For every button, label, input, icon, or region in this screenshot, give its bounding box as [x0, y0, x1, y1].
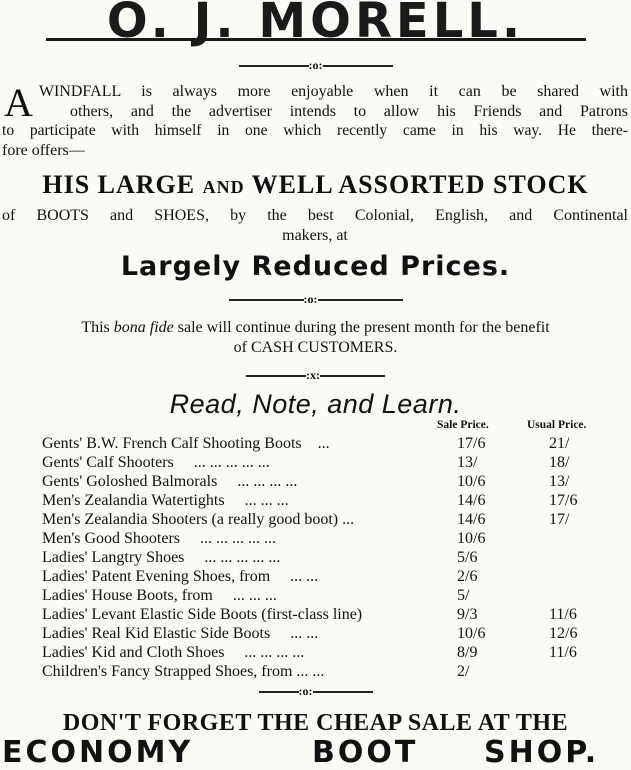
list-item: Ladies' Patent Evening Shoes, from ... ... 2/6 [42, 568, 478, 585]
list-item: Ladies' Real Kid Elastic Side Boots ... ... 10/6 12/6 [42, 625, 578, 642]
divider-1: :o: [0, 58, 631, 72]
advertisement-page: O. J. MORELL. :o: A WINDFALL is always more enjoyable when it can be shared with others, and the advertiser intends to allow his Friends and Patrons to participate with himself in one which recently came in his way. He there- fore offers— HIS LARGE AND WELL ASSORTED STOCK of BOOTS and SHOES, by the best Colonial, English, and Continental makers, at Largely Reduced Prices. :o: This bona fide sale will continue during the present month for the benefit of CASH CUSTOMERS. :x: Read, Note, and Learn. Sale Price. Usual Price. Gents' B.W. French Calf Shooting Boots ... 17/6 21/ Gents' Calf Shooters ... ... ... ... ... 13/ 18/ Gents' Goloshed Balmorals ... ... ... ... 10/6 13/ Men's Zealandia Watertights ... ... ... 14/6 17/6 Men's Zealandia Shooters (a really good boot) ... 14/6 17/ Men's Good Shooters ... ... ... ... ... 10/6 Ladies' Langtry Shoes ... ... ... ... ... 5/6 Ladies' Patent Evening Shoes, from ... ... 2/6 Ladies' House Boots, from ... ... ... 5/ Ladies' Levant Elastic Side Boots (first-class line) 9/3 11/6 Ladies' Real Kid Elastic Side Boots ... ... 10/6 12/6 Ladies' Kid and Cloth Shoes ... ... ... ... 8/9 11/6 Children's Fancy Strapped Shoes, from ... ... 2/ :o: DON'T FORGET THE CHEAP SALE AT THE ECONOMY BOOT SHOP. [0, 0, 631, 765]
intro-paragraph [2, 82, 628, 160]
stock-heading: HIS LARGE AND WELL ASSORTED STOCK [42, 170, 589, 199]
divider-2: :o: [0, 292, 631, 306]
title-text: O. J. MORELL. [106, 0, 525, 49]
list-item: Ladies' House Boots, from ... ... ... 5/ [42, 587, 470, 604]
list-item: Ladies' Langtry Shoes ... ... ... ... ... 5/6 [42, 549, 478, 566]
list-item: Men's Good Shooters ... ... ... ... ... 10/6 [42, 530, 486, 547]
list-item: Gents' Calf Shooters ... ... ... ... ... 13/ 18/ [42, 454, 570, 471]
list-item: Ladies' Levant Elastic Side Boots (first-class line) 9/3 11/6 [42, 606, 577, 623]
list-item: Gents' B.W. French Calf Shooting Boots ... 17/6 21/ [42, 435, 570, 452]
reduced-prices-banner: Largely Reduced Prices. [120, 251, 511, 282]
list-item: Men's Zealandia Watertights ... ... ... 14/6 17/6 [42, 492, 578, 509]
list-item: Children's Fancy Strapped Shoes, from ... ... 2/ [42, 663, 470, 680]
list-item: Men's Zealandia Shooters (a really good boot) ... 14/6 17/ [42, 511, 570, 528]
intro-line-4: fore offers— [2, 141, 85, 159]
price-list-heading: Read, Note, and Learn. [169, 389, 462, 419]
footer-reminder: DON'T FORGET THE CHEAP SALE AT THE [62, 710, 569, 736]
intro-line-1: WINDFALL is always more enjoyable when it can be shared with [38, 83, 628, 100]
list-item: Ladies' Kid and Cloth Shoes ... ... ... ... 8/9 11/6 [42, 644, 577, 661]
divider-3: :x: [0, 368, 631, 382]
intro-line-3: to participate with himself in one which recently came in his way. He there- [2, 122, 628, 139]
sale-notice: This bona fide sale will continue during the present month for the benefit of CASH CUSTOMERS. [81, 319, 550, 356]
stock-description: of BOOTS and SHOES, by the best Colonial, English, and Continental makers, at [2, 207, 628, 244]
list-item: Gents' Goloshed Balmorals ... ... ... ... 10/6 13/ [42, 473, 570, 490]
page-title [0, 0, 631, 49]
intro-line-2: others, and the advertiser intends to allow his Friends and Patrons [70, 102, 628, 120]
divider-4: :o: [0, 684, 631, 698]
drop-cap: A [4, 80, 33, 125]
usual-price-header: Usual Price. [527, 419, 587, 431]
sale-price-header: Sale Price. [437, 419, 489, 431]
